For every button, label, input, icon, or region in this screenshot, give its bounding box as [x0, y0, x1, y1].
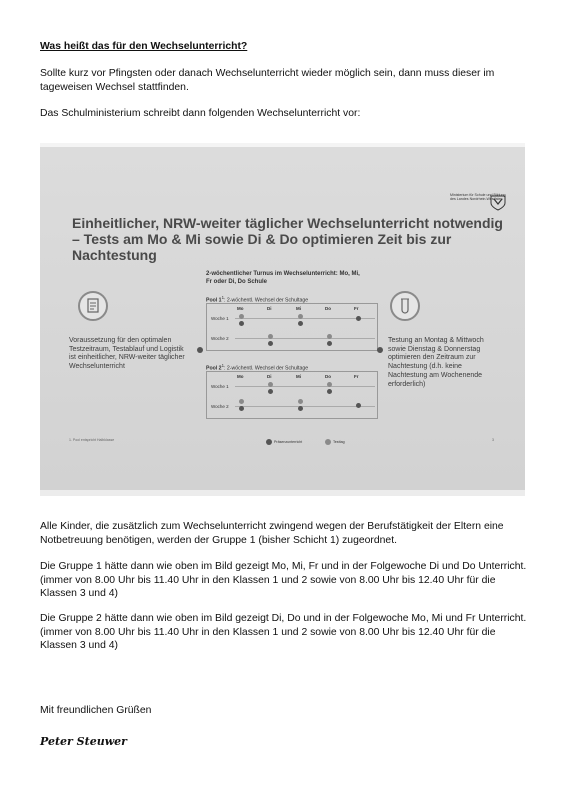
presence-dot — [356, 403, 361, 408]
group2-paragraph: Die Gruppe 2 hätte dann wie oben im Bild gezeigt Di, Do und in der Folgewoche Mo, Mi und Fr Unterricht. (immer von 8.00 Uhr bis 11.40 Uhr in den Klassen 1 und 2 sowie von 8.00 Uhr bis 12.40 Uhr für die Klassen 3 und 4) — [40, 613, 527, 651]
presence-dot-icon — [266, 439, 272, 445]
slide-photo — [40, 143, 525, 496]
document-heading: Was heißt das für den Wechselunterricht? — [40, 41, 248, 52]
closing-greeting: Mit freundlichen Grüßen — [40, 705, 152, 716]
intro-paragraph: Sollte kurz vor Pfingsten oder danach Wechselunterricht wieder möglich sein, dann muss dieser im tageweisen Wechsel stattfinden. — [40, 68, 495, 93]
slide-title: Einheitlicher, NRW-weiter täglicher Wechselunterricht notwendig – Tests am Mo & Mi sowie Di & Do optimieren Zeit bis zur Nachtestung — [72, 215, 503, 263]
test-dot — [298, 314, 303, 319]
test-dot-icon — [325, 439, 331, 445]
test-dot — [298, 399, 303, 404]
test-dot — [239, 314, 244, 319]
left-connector-dot — [197, 347, 203, 353]
ministry-name: Ministerium für Schule und Bildung des Landes Nordrhein-Westfalen — [450, 193, 506, 202]
slide-footnote: 1. Pool entspricht Halbklasse — [69, 438, 115, 442]
pool1-label: Pool $1^1$: 2-wöchentl. Wechsel der Schultage — [206, 295, 309, 304]
ministry-paragraph: Das Schulministerium schreibt dann folgenden Wechselunterricht vor: — [40, 108, 361, 119]
test-dot — [239, 399, 244, 404]
clipboard-icon — [78, 291, 108, 321]
signature: Peter Steuwer — [40, 735, 127, 748]
slide — [40, 147, 525, 490]
day-header: Mi — [296, 374, 301, 379]
test-dot — [268, 334, 273, 339]
presence-dot — [356, 316, 361, 321]
day-header: Do — [325, 374, 331, 379]
turnus-heading: 2-wöchentlicher Turnus im Wechselunterricht: Mo, Mi, Fr oder Di, Do Schule — [206, 271, 360, 285]
legend-presence: Präsenzunterricht — [266, 439, 302, 445]
day-header: Fr — [354, 306, 359, 311]
test-tube-icon — [390, 291, 420, 321]
week1-line — [235, 318, 375, 319]
day-header: Di — [267, 374, 272, 379]
day-header: Fr — [354, 374, 359, 379]
presence-dot — [268, 341, 273, 346]
slide-page-number: 3 — [492, 438, 494, 442]
presence-dot — [268, 389, 273, 394]
pool2-table — [206, 371, 378, 419]
week1-label: Woche 1 — [211, 384, 229, 389]
presence-dot — [327, 389, 332, 394]
day-header: Mo — [237, 306, 244, 311]
week2-line — [235, 406, 375, 407]
day-header: Di — [267, 306, 272, 311]
pool1-table — [206, 303, 378, 351]
presence-dot — [239, 406, 244, 411]
emergency-care-paragraph: Alle Kinder, die zusätzlich zum Wechselunterricht zwingend wegen der Berufstätigkeit der Eltern eine Notbetreuung benötigen, werden der Gruppe 1 (bisher Schicht 1) zugeordnet. — [40, 521, 504, 546]
test-dot — [268, 382, 273, 387]
group1-paragraph: Die Gruppe 1 hätte dann wie oben im Bild gezeigt Mo, Mi, Fr und in der Folgewoche Di und Do Unterricht. (immer von 8.00 Uhr bis 11.40 Uhr in den Klassen 1 und 2 sowie von 8.00 Uhr bis 12.40 Uhr für die Klassen 3 und 4) — [40, 561, 527, 599]
pool2-label: Pool $2^1$: 2-wöchentl. Wechsel der Schultage — [206, 363, 309, 372]
week2-label: Woche 2 — [211, 404, 229, 409]
left-requirement-text: Voraussetzung für den optimalen Testzeitraum, Testablauf und Logistik ist einheitlicher, NRW-weiter täglicher Wechselunterricht — [69, 337, 185, 371]
presence-dot — [239, 321, 244, 326]
day-header: Mo — [237, 374, 244, 379]
week2-label: Woche 2 — [211, 336, 229, 341]
presence-dot — [298, 406, 303, 411]
test-dot — [327, 334, 332, 339]
week2-line — [235, 338, 375, 339]
presence-dot — [298, 321, 303, 326]
right-testing-text: Testung an Montag & Mittwoch sowie Dienstag & Donnerstag optimieren den Zeitraum zur Nachtestung (d.h. keine Nachtestung am Wochenende erforderlich) — [388, 337, 484, 388]
day-header: Do — [325, 306, 331, 311]
week1-label: Woche 1 — [211, 316, 229, 321]
day-header: Mi — [296, 306, 301, 311]
week1-line — [235, 386, 375, 387]
legend-test: Testtag — [325, 439, 345, 445]
nrw-coat-of-arms-icon — [490, 195, 506, 211]
presence-dot — [327, 341, 332, 346]
right-connector-dot — [377, 347, 383, 353]
test-dot — [327, 382, 332, 387]
